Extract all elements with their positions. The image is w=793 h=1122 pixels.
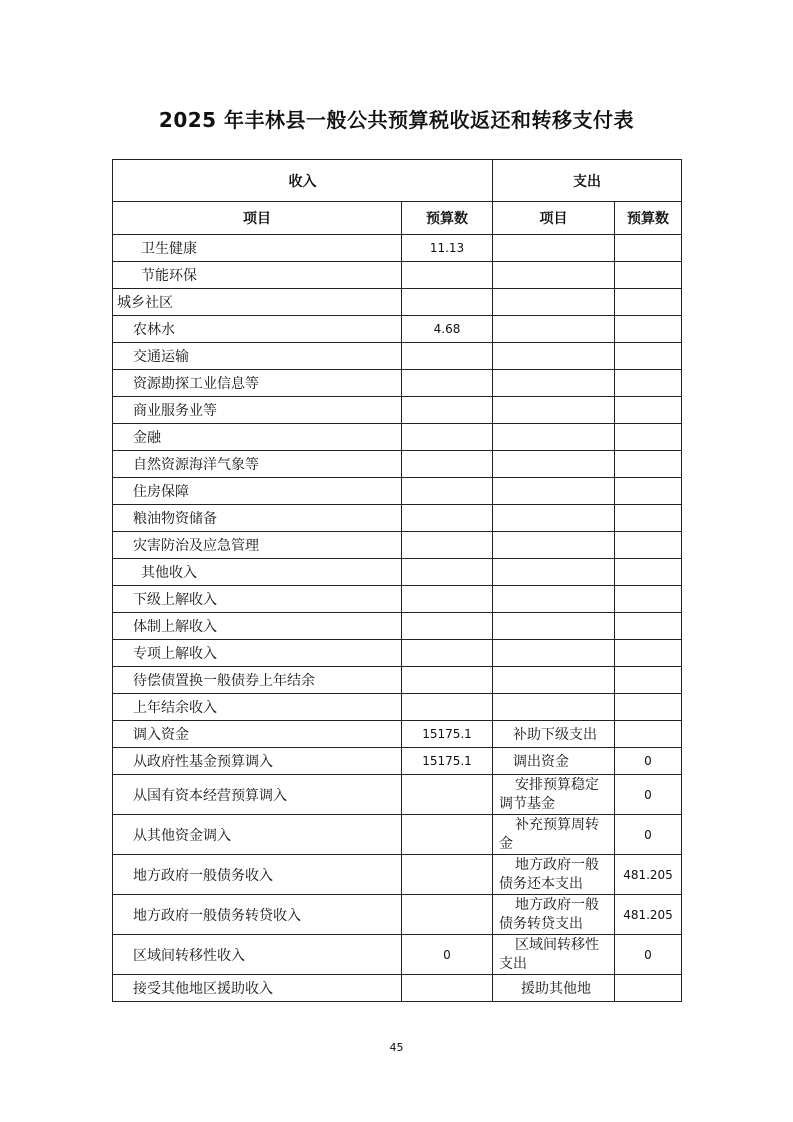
expense-item: 补助下级支出 bbox=[493, 721, 615, 748]
income-item: 卫生健康 bbox=[113, 235, 402, 262]
expense-budget bbox=[615, 478, 682, 505]
income-budget bbox=[402, 613, 493, 640]
income-item: 从国有资本经营预算调入 bbox=[113, 775, 402, 815]
table-row bbox=[113, 478, 682, 505]
income-budget bbox=[402, 586, 493, 613]
table-row bbox=[113, 262, 682, 289]
expense-item bbox=[493, 855, 615, 895]
table-row bbox=[113, 721, 682, 748]
expense-item bbox=[493, 559, 615, 586]
section-header-row bbox=[113, 160, 682, 202]
expense-item bbox=[493, 532, 615, 559]
budget-table bbox=[112, 159, 682, 1002]
expense-item bbox=[493, 316, 615, 343]
expense-item: 援助其他地 bbox=[493, 975, 615, 1002]
table-row bbox=[113, 532, 682, 559]
expense-item bbox=[493, 640, 615, 667]
expense-item bbox=[493, 586, 615, 613]
table-row bbox=[113, 316, 682, 343]
income-item-header: 项目 bbox=[113, 202, 402, 235]
expense-item bbox=[493, 235, 615, 262]
income-item: 灾害防治及应急管理 bbox=[113, 532, 402, 559]
expense-budget-header: 预算数 bbox=[615, 202, 682, 235]
income-item: 农林水 bbox=[113, 316, 402, 343]
expense-item bbox=[493, 478, 615, 505]
expense-item-line1: 安排预算稳定 bbox=[515, 776, 599, 793]
expense-budget: 0 bbox=[615, 815, 682, 855]
expense-item bbox=[493, 775, 615, 815]
expense-item bbox=[493, 613, 615, 640]
income-item: 地方政府一般债务收入 bbox=[113, 855, 402, 895]
income-budget: 0 bbox=[402, 935, 493, 975]
income-item: 金融 bbox=[113, 424, 402, 451]
page-number: 45 bbox=[389, 1041, 404, 1054]
expense-item bbox=[493, 935, 615, 975]
income-item: 粮油物资储备 bbox=[113, 505, 402, 532]
income-item: 其他收入 bbox=[113, 559, 402, 586]
table-row bbox=[113, 748, 682, 775]
income-budget bbox=[402, 640, 493, 667]
expense-item-line1: 补充预算周转 bbox=[515, 816, 599, 833]
expense-item-line2: 调节基金 bbox=[499, 795, 555, 812]
table-row bbox=[113, 586, 682, 613]
expense-budget bbox=[615, 721, 682, 748]
expense-item-line1: 地方政府一般 bbox=[515, 896, 599, 913]
expense-item bbox=[493, 667, 615, 694]
expense-item: 调出资金 bbox=[493, 748, 615, 775]
expense-item bbox=[493, 505, 615, 532]
expense-budget bbox=[615, 343, 682, 370]
table-row bbox=[113, 895, 682, 935]
table-row bbox=[113, 694, 682, 721]
expense-budget bbox=[615, 397, 682, 424]
income-budget bbox=[402, 815, 493, 855]
income-budget bbox=[402, 370, 493, 397]
income-budget bbox=[402, 895, 493, 935]
expense-item bbox=[493, 424, 615, 451]
expense-budget bbox=[615, 694, 682, 721]
income-item: 商业服务业等 bbox=[113, 397, 402, 424]
expense-budget bbox=[615, 667, 682, 694]
income-item: 从政府性基金预算调入 bbox=[113, 748, 402, 775]
expense-budget bbox=[615, 424, 682, 451]
page-title: 2025 年丰林县一般公共预算税收返还和转移支付表 bbox=[158, 108, 635, 132]
income-budget bbox=[402, 975, 493, 1002]
income-item: 接受其他地区援助收入 bbox=[113, 975, 402, 1002]
expense-budget bbox=[615, 505, 682, 532]
expense-item-line1: 区域间转移性 bbox=[515, 936, 599, 953]
income-item: 下级上解收入 bbox=[113, 586, 402, 613]
income-budget bbox=[402, 505, 493, 532]
expense-budget bbox=[615, 235, 682, 262]
income-budget bbox=[402, 478, 493, 505]
table-row bbox=[113, 289, 682, 316]
income-item: 资源勘探工业信息等 bbox=[113, 370, 402, 397]
table-row bbox=[113, 397, 682, 424]
income-item: 调入资金 bbox=[113, 721, 402, 748]
column-header-row bbox=[113, 202, 682, 235]
income-item: 交通运输 bbox=[113, 343, 402, 370]
income-item: 节能环保 bbox=[113, 262, 402, 289]
income-budget: 15175.1 bbox=[402, 721, 493, 748]
income-item: 体制上解收入 bbox=[113, 613, 402, 640]
expense-budget bbox=[615, 451, 682, 478]
expense-section-header: 支出 bbox=[493, 160, 682, 202]
income-item: 从其他资金调入 bbox=[113, 815, 402, 855]
income-item: 专项上解收入 bbox=[113, 640, 402, 667]
expense-item-line2: 债务还本支出 bbox=[499, 875, 583, 892]
expense-item-line1: 地方政府一般 bbox=[515, 856, 599, 873]
income-budget: 15175.1 bbox=[402, 748, 493, 775]
income-budget bbox=[402, 262, 493, 289]
expense-item bbox=[493, 694, 615, 721]
income-item: 上年结余收入 bbox=[113, 694, 402, 721]
expense-budget bbox=[615, 532, 682, 559]
table-row bbox=[113, 775, 682, 815]
expense-budget bbox=[615, 559, 682, 586]
income-budget: 4.68 bbox=[402, 316, 493, 343]
table-row bbox=[113, 235, 682, 262]
expense-item-line2: 支出 bbox=[499, 955, 527, 972]
income-item: 住房保障 bbox=[113, 478, 402, 505]
expense-item bbox=[493, 370, 615, 397]
income-budget bbox=[402, 424, 493, 451]
expense-budget: 0 bbox=[615, 748, 682, 775]
expense-budget: 0 bbox=[615, 775, 682, 815]
income-budget bbox=[402, 855, 493, 895]
income-item: 自然资源海洋气象等 bbox=[113, 451, 402, 478]
table-row bbox=[113, 559, 682, 586]
expense-item-header: 项目 bbox=[493, 202, 615, 235]
income-budget bbox=[402, 559, 493, 586]
expense-item bbox=[493, 451, 615, 478]
table-row bbox=[113, 451, 682, 478]
income-section-header: 收入 bbox=[113, 160, 493, 202]
expense-budget bbox=[615, 316, 682, 343]
table-row bbox=[113, 613, 682, 640]
table-row bbox=[113, 343, 682, 370]
table-row bbox=[113, 424, 682, 451]
income-budget-header: 预算数 bbox=[402, 202, 493, 235]
expense-item bbox=[493, 262, 615, 289]
expense-budget bbox=[615, 613, 682, 640]
expense-budget bbox=[615, 370, 682, 397]
expense-budget bbox=[615, 586, 682, 613]
income-item: 待偿债置换一般债券上年结余 bbox=[113, 667, 402, 694]
income-budget bbox=[402, 289, 493, 316]
expense-item bbox=[493, 895, 615, 935]
expense-item bbox=[493, 343, 615, 370]
expense-budget bbox=[615, 640, 682, 667]
table-row bbox=[113, 935, 682, 975]
expense-item bbox=[493, 815, 615, 855]
income-budget: 11.13 bbox=[402, 235, 493, 262]
expense-budget: 481.205 bbox=[615, 855, 682, 895]
income-budget bbox=[402, 532, 493, 559]
expense-item-line2: 债务转贷支出 bbox=[499, 915, 583, 932]
table-row bbox=[113, 640, 682, 667]
table-row bbox=[113, 855, 682, 895]
expense-item bbox=[493, 397, 615, 424]
income-item: 城乡社区 bbox=[113, 289, 402, 316]
table-row bbox=[113, 815, 682, 855]
income-budget bbox=[402, 694, 493, 721]
income-budget bbox=[402, 343, 493, 370]
expense-item-line2: 金 bbox=[499, 835, 513, 852]
expense-budget bbox=[615, 975, 682, 1002]
income-budget bbox=[402, 451, 493, 478]
expense-budget: 481.205 bbox=[615, 895, 682, 935]
expense-budget bbox=[615, 289, 682, 316]
income-budget bbox=[402, 397, 493, 424]
expense-item bbox=[493, 289, 615, 316]
income-item: 地方政府一般债务转贷收入 bbox=[113, 895, 402, 935]
income-budget bbox=[402, 667, 493, 694]
table-row bbox=[113, 667, 682, 694]
table-row bbox=[113, 975, 682, 1002]
income-budget bbox=[402, 775, 493, 815]
table-row bbox=[113, 505, 682, 532]
income-item: 区域间转移性收入 bbox=[113, 935, 402, 975]
table-row bbox=[113, 370, 682, 397]
expense-budget: 0 bbox=[615, 935, 682, 975]
expense-budget bbox=[615, 262, 682, 289]
